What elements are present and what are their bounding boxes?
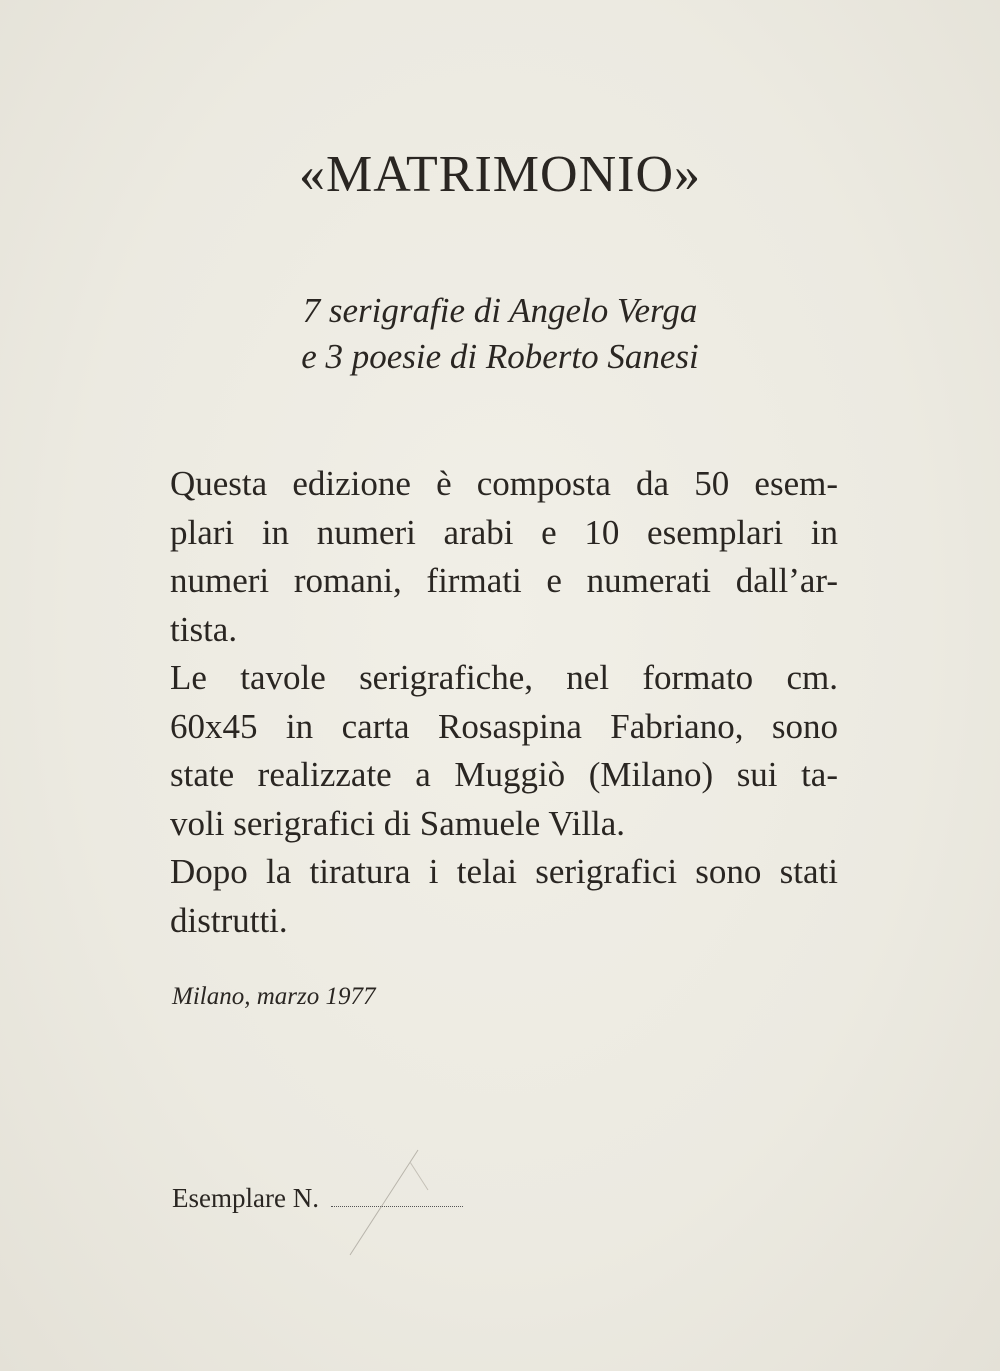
colophon-line: Le tavole serigrafiche, nel formato cm. — [170, 658, 838, 697]
page-title: «MATRIMONIO» — [299, 146, 701, 203]
colophon-line: numeri romani, firmati e numerati dall’ar- — [170, 561, 838, 600]
colophon-line: plari in numeri arabi e 10 esemplari in — [170, 512, 838, 552]
subtitle — [0, 288, 1000, 380]
colophon-line: Questa edizione è composta da 50 esem- — [170, 464, 838, 503]
subtitle-line-1: 7 serigrafie di Angelo Verga — [302, 291, 698, 330]
colophon-line: state realizzate a Muggiò (Milano) sui ta- — [170, 755, 838, 794]
colophon-text — [170, 460, 838, 945]
subtitle-line-2: e 3 poesie di Roberto Sanesi — [301, 337, 699, 376]
copy-number-field — [172, 1178, 463, 1218]
colophon-line: voli serigrafici di Samuele Villa. — [170, 803, 626, 843]
colophon-line: 60x45 in carta Rosaspina Fabriano, sono — [170, 706, 838, 746]
colophon-line: tista. — [170, 609, 238, 649]
colophon-line: Dopo la tiratura i telai serigrafici sono stati — [170, 852, 838, 891]
place-date: Milano, marzo 1977 — [172, 983, 376, 1010]
copy-number-dotted-line — [331, 1205, 463, 1207]
copy-number-label: Esemplare N. — [172, 1183, 319, 1213]
colophon-line: distrutti. — [170, 900, 288, 940]
